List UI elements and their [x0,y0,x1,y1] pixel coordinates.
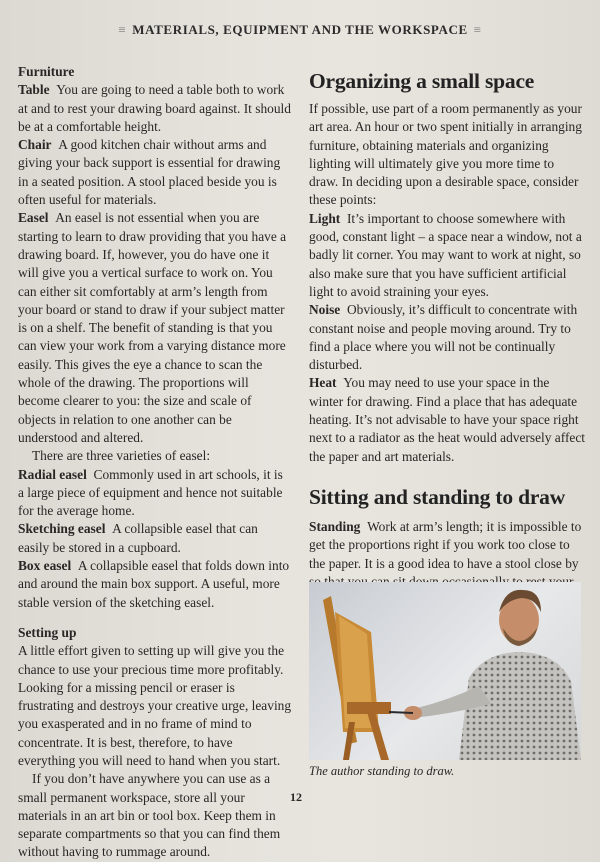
author-photo [309,582,581,760]
standing-term: Standing [309,518,361,534]
organizing-heading: Organizing a small space [309,69,535,93]
page-number: 12 [290,790,302,804]
running-header [0,22,600,38]
table-text: You are going to need a table both to work at and to rest your drawing board against. It should be at a comfortable height. [18,82,291,134]
easel-text: An easel is not essential when you are starting to learn to draw providing that you have a drawing board. If, however, you do have one it will give you a vertical surface to work on. You can either sit comfortably at arm’s length from your board or stand to draw if your subject matter is on a shelf. The benefit of standing is that you can view your work from a varying distance more easily. This gives the eye a chance to scan the whole of the drawing. The proportions will become clearer to you: the size and scale of objects in relation to one another can be understood and altered. [18,210,287,445]
table-paragraph [18,81,292,136]
setting-up-heading: Setting up [18,624,77,640]
author-photo-illustration [309,582,581,760]
chair-text: A good kitchen chair without arms and giving your back support is essential for drawing in a seated position. A stool placed beside you is often useful for materials. [18,137,281,208]
header-ornament-left: ≡ [118,22,127,37]
setting-up-paragraph-1: A little effort given to setting up will give you the chance to use your precious time more profitably. Looking for a missing pencil or eraser is frustrating and destroys your creative urge, leaving you exasperated and in no frame of mind to concentrate. It is best, therefore, to have everything you will need to hand when you start. [18,643,292,768]
author-figure [389,590,581,760]
varieties-line: There are three varieties of easel: [32,448,211,464]
standing-text: Work at arm’s length; it is impossible to get the proportions right if you work too close to the paper. It is a good idea to have a stool close by [309,518,582,571]
noise-text: Obviously, it’s difficult to concentrate with constant noise and people moving around. Try to find a place where you will not be continually disturbed. [309,302,578,373]
heat-paragraph [309,374,585,465]
photo-caption: The author standing to draw. [309,764,455,778]
sitting-heading: Sitting and standing to draw [309,484,566,509]
sketching-paragraph [18,520,292,557]
header-ornament-right: ≡ [473,22,482,37]
noise-paragraph [309,301,585,374]
heat-text: You may need to use your space in the winter for drawing. Find a place that has adequate heating. It’s not advisable to have your space right next to a radiator as the heat would adversely affect the paper and art materials. [309,375,586,464]
radial-term: Radial easel [18,466,87,482]
sketching-term: Sketching easel [18,521,106,537]
chair-term: Chair [18,137,52,153]
easel-illustration [323,596,391,760]
box-text: A collapsible easel that folds down into and around the main box support. A useful, more stable version of the sketching easel. [18,558,290,610]
furniture-heading: Furniture [18,64,75,79]
organizing-intro: If possible, use part of a room permanently as your art area. An hour or two spent initially in arranging furniture, obtaining materials and organizing lighting will ultimately give you more time to draw. In deciding upon a desirable space, consider these points: [309,101,582,208]
radial-text: Commonly used in art schools, it is a large piece of equipment and hence not suitable for the average home. [18,466,283,519]
box-term: Box easel [18,558,72,574]
easel-term: Easel [18,210,49,226]
left-column [18,63,292,862]
radial-paragraph [18,466,292,521]
box-paragraph [18,557,292,612]
table-term: Table [18,82,50,98]
light-term: Light [309,210,341,226]
easel-paragraph [18,209,292,447]
light-text: It’s important to choose somewhere with good, constant light – a space near a window, not a badly lit corner. You may want to work at night, so also make sure that you have sufficient artificial light to avoid straining your eyes. [309,210,582,299]
heat-term: Heat [309,375,337,391]
light-paragraph [309,210,585,301]
right-column [309,68,585,628]
header-title: MATERIALS, EQUIPMENT AND THE WORKSPACE [132,22,468,37]
setting-up-paragraph-2: If you don’t have anywhere you can use as a small permanent workspace, store all your materials in an art bin or tool box. Keep them in separate compartments so that you can find them without having to rummage around. [18,771,281,860]
sketching-text: A collapsible easel that can easily be stored in a cupboard. [18,521,258,555]
chair-paragraph [18,136,292,209]
noise-term: Noise [309,302,341,318]
